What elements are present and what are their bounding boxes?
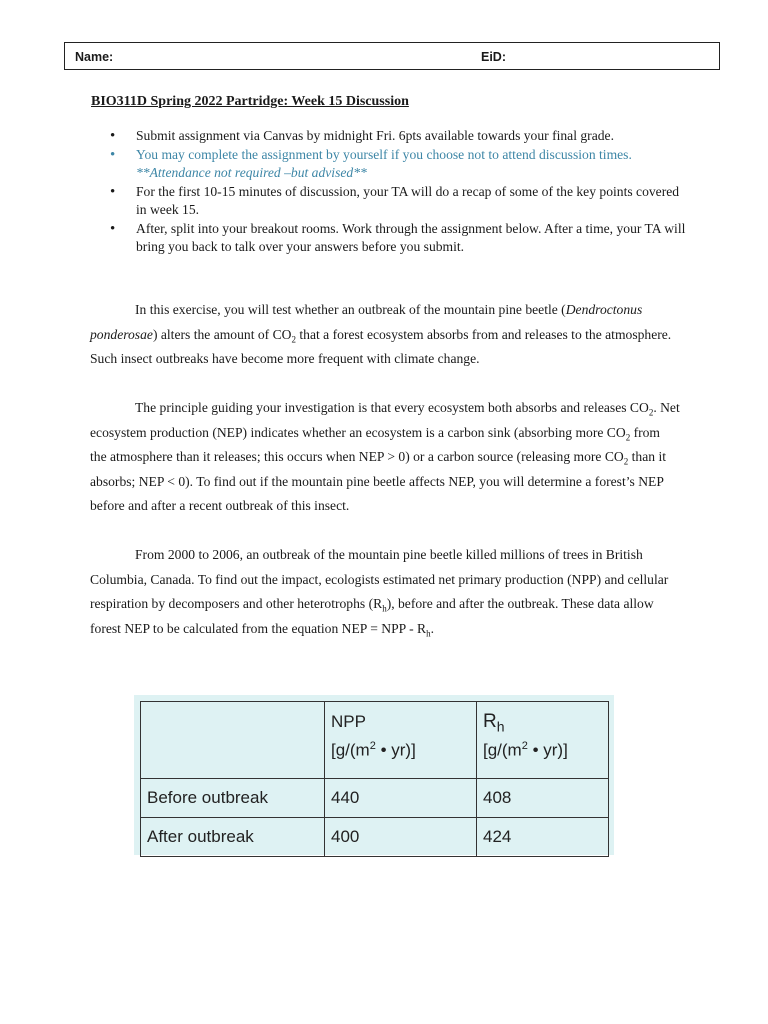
npp-value: 440 xyxy=(325,779,477,818)
paragraph-principle: The principle guiding your investigation is that every ecosystem both absorbs and releases $CO_2$. Net ecosystem production (NEP) indicates whether an ecosystem is a carbon sink (absorbing more $CO_2$ from the atmosphere than it releases; this occurs when NEP > 0) or a carbon source (releasing more $CO_2$ than it absorbs; NEP < 0). To find out if the mountain pine beetle affects NEP, you will determine a forest’s NEP before and after a recent outbreak of this insect. xyxy=(90,400,680,514)
table-header-empty xyxy=(141,702,325,779)
paragraph-intro: In this exercise, you will test whether an outbreak of the mountain pine beetle (Dendroctonus ponderosae) alters the amount of $CO_2$ that a forest ecosystem absorbs from and releases to the atmosphere. Such insect outbreaks have become more frequent with climate change. xyxy=(90,302,672,367)
row-label: Before outbreak xyxy=(141,779,325,818)
bullet-text: After, split into your breakout rooms. Work through the assignment below. After a time, your TA will bring you back to talk over your answers before you submit. xyxy=(136,221,686,254)
list-item xyxy=(110,146,690,182)
rh-value: 408 xyxy=(477,779,609,818)
rh-value: 424 xyxy=(477,818,609,857)
eid-label: EiD: xyxy=(481,50,506,64)
bullet-icon: • xyxy=(110,221,116,237)
npp-value: 400 xyxy=(325,818,477,857)
page-title: BIO311D Spring 2022 Partridge: Week 15 Discussion xyxy=(91,94,409,109)
bullet-icon: • xyxy=(110,184,116,200)
attendance-note: **Attendance not required –but advised** xyxy=(136,165,367,180)
bullet-icon: • xyxy=(110,147,116,163)
bullet-text: You may complete the assignment by yourself if you choose not to attend discussion times. xyxy=(136,147,632,162)
data-table-panel xyxy=(134,695,614,855)
student-info-box xyxy=(64,42,720,70)
data-table xyxy=(140,701,609,857)
species-name: Dendroctonus ponderosae xyxy=(90,302,643,342)
list-item xyxy=(110,220,690,256)
table-header-npp: NPP [$g/(m^2$ • yr)] xyxy=(325,702,477,779)
table-header-row xyxy=(141,702,609,779)
bullet-text: For the first 10-15 minutes of discussion, your TA will do a recap of some of the key points covered in week 15. xyxy=(136,184,680,217)
paragraph-outbreak: From 2000 to 2006, an outbreak of the mountain pine beetle killed millions of trees in British Columbia, Canada. To find out the impact, ecologists estimated net primary production (NPP) and cellular respiration by decomposers and other heterotrophs $(R_h)$, before and after the outbreak. These data allow forest NEP to be calculated from the equation NEP = NPP - $R_h$. xyxy=(90,547,669,639)
table-row xyxy=(141,818,609,857)
table-header-rh: $R_h$ [$g/(m^2$ • yr)] xyxy=(477,702,609,779)
instruction-list xyxy=(110,127,690,257)
bullet-icon: • xyxy=(110,128,116,144)
name-label: Name: xyxy=(75,50,114,64)
list-item xyxy=(110,183,690,219)
bullet-text: Submit assignment via Canvas by midnight Fri. 6pts available towards your final grade. xyxy=(136,128,614,143)
list-item xyxy=(110,127,690,145)
row-label: After outbreak xyxy=(141,818,325,857)
table-row xyxy=(141,779,609,818)
